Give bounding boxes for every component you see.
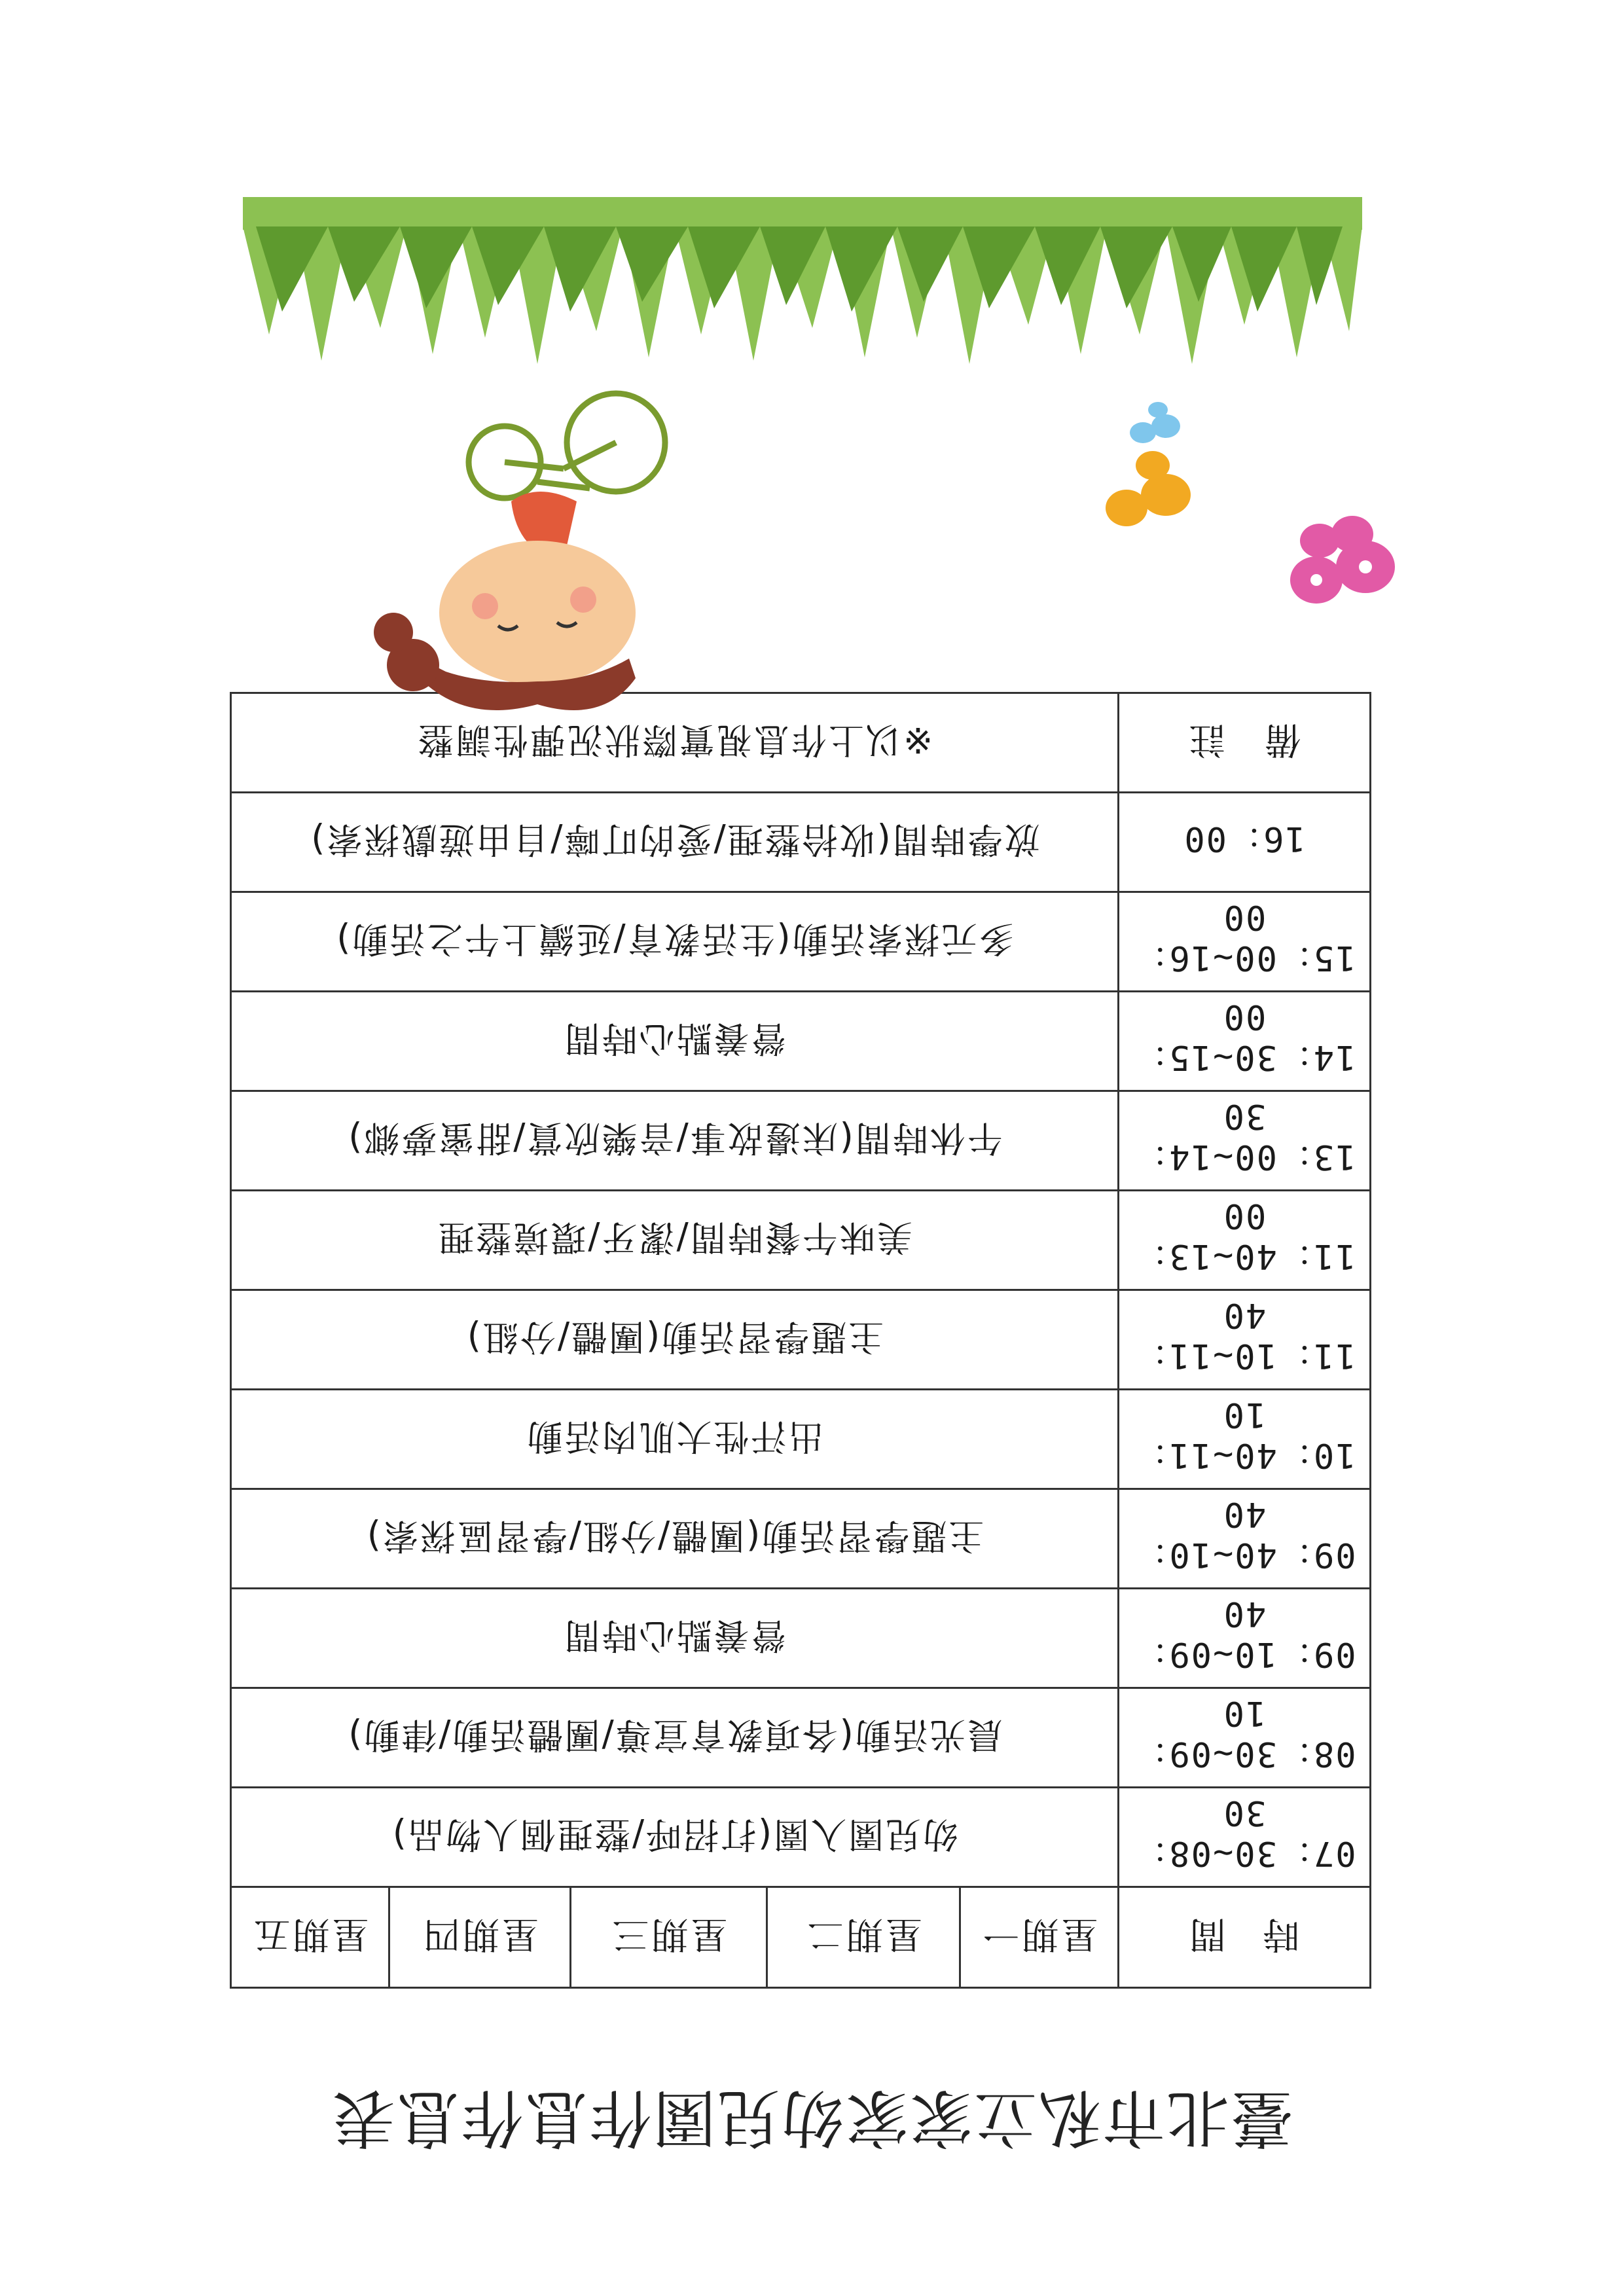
time-cell: 09：10~09：40	[1119, 1589, 1371, 1688]
column-header-friday: 星期五	[231, 1887, 389, 1988]
activity-cell: 多元探索活動(生活教育/延續上午之活動)	[231, 892, 1119, 992]
time-cell: 11：10~11：40	[1119, 1290, 1371, 1390]
time-cell: 08：30~09：10	[1119, 1688, 1371, 1788]
table-header-row	[231, 1887, 1371, 1988]
time-cell: 13：00~14：30	[1119, 1091, 1371, 1191]
remarks-row	[231, 693, 1371, 793]
activity-cell: 主題學習活動(團體/分組/學習區探索)	[231, 1489, 1119, 1589]
remarks-text: ※以上作息視實際狀況彈性調整	[231, 693, 1119, 793]
table-row	[231, 1589, 1371, 1688]
pink-butterfly-icon	[1290, 516, 1395, 604]
column-header-thursday: 星期四	[389, 1887, 571, 1988]
time-cell: 07：30~08：30	[1119, 1788, 1371, 1887]
activity-cell: 出汗性大肌肉活動	[231, 1390, 1119, 1489]
table-row	[231, 892, 1371, 992]
time-cell: 15：00~16：00	[1119, 892, 1371, 992]
table-row	[231, 992, 1371, 1091]
time-cell: 11：40~13：00	[1119, 1191, 1371, 1290]
orange-butterfly-icon	[1106, 451, 1191, 526]
table-row	[231, 793, 1371, 892]
activity-cell: 晨光活動(各項教育宣導/團體活動/律動)	[231, 1688, 1119, 1788]
remarks-label: 備 註	[1119, 693, 1371, 793]
table-row	[231, 1688, 1371, 1788]
girl-riding-bicycle-icon	[374, 393, 665, 710]
time-cell: 09：40~10：40	[1119, 1489, 1371, 1589]
column-header-monday: 星期一	[960, 1887, 1119, 1988]
column-header-wednesday: 星期三	[571, 1887, 767, 1988]
page-title: 臺北市私立家家幼兒園作息作息表	[331, 2081, 1293, 2154]
blue-butterfly-icon	[1130, 402, 1180, 443]
table-row	[231, 1191, 1371, 1290]
table-row	[231, 1390, 1371, 1489]
column-header-time: 時 間	[1119, 1887, 1371, 1988]
table-row	[231, 1290, 1371, 1390]
grass-border-icon	[243, 197, 1362, 364]
activity-cell: 營養點心時間	[231, 1589, 1119, 1688]
time-cell: 14：30~15：00	[1119, 992, 1371, 1091]
activity-cell: 放學時間(收拾整理/愛的叮嚀/自由遊戲探索)	[231, 793, 1119, 892]
activity-cell: 主題學習活動(團體/分組)	[231, 1290, 1119, 1390]
schedule-table	[230, 692, 1371, 1989]
table-row	[231, 1489, 1371, 1589]
time-cell: 10：40~11：10	[1119, 1390, 1371, 1489]
table-row	[231, 1091, 1371, 1191]
column-header-tuesday: 星期二	[767, 1887, 960, 1988]
activity-cell: 美味午餐時間/潔牙/環境整理	[231, 1191, 1119, 1290]
activity-cell: 午休時間(床邊故事/音樂欣賞/甜蜜夢鄉)	[231, 1091, 1119, 1191]
activity-cell: 幼兒園入園(打招呼/整理個人物品)	[231, 1788, 1119, 1887]
activity-cell: 營養點心時間	[231, 992, 1119, 1091]
table-row	[231, 1788, 1371, 1887]
time-cell: 16：00	[1119, 793, 1371, 892]
